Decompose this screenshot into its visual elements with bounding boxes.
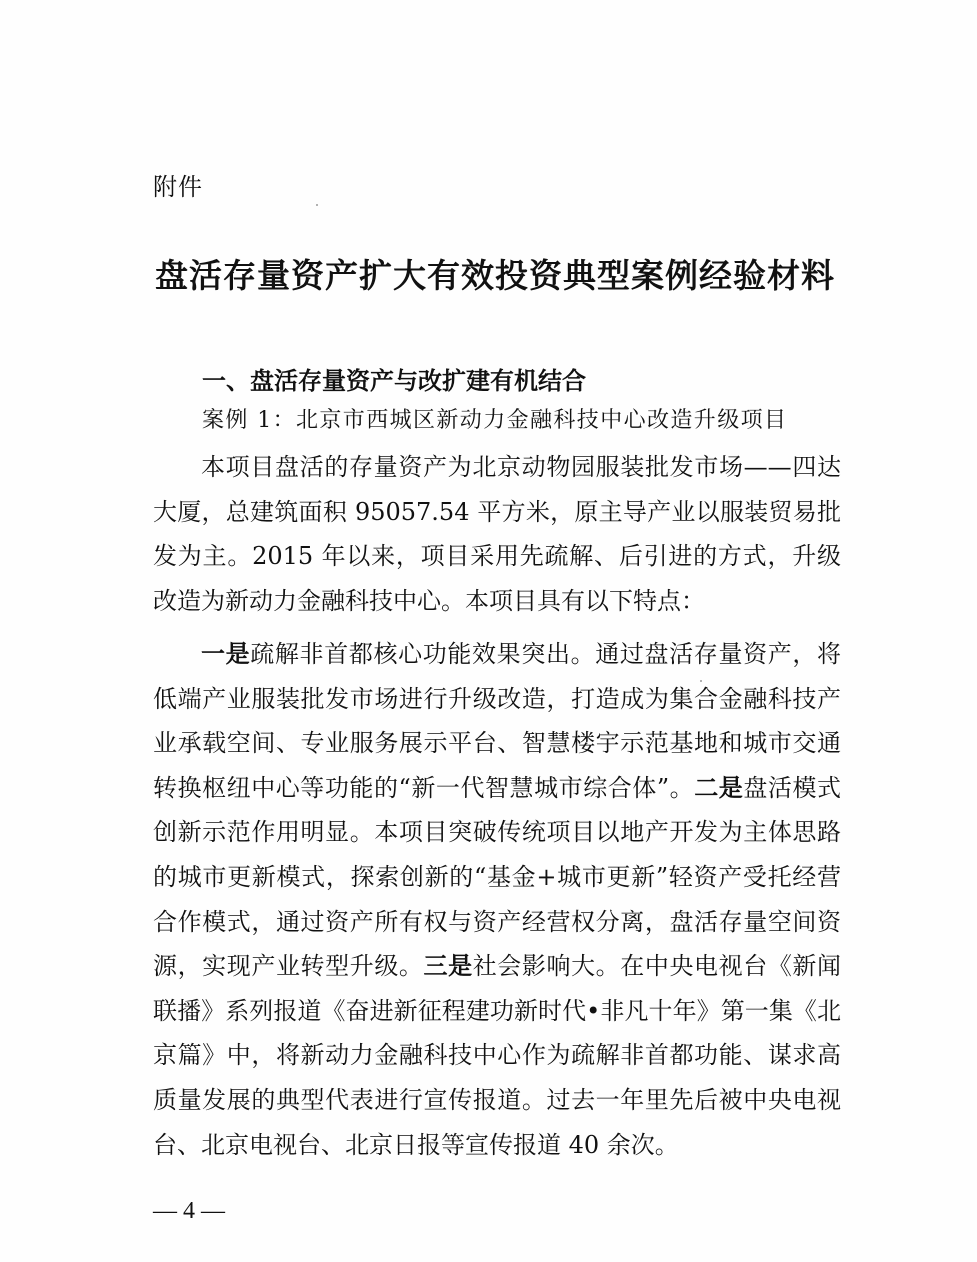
scan-speck: [700, 680, 702, 682]
feature-lead-3: 三是: [423, 952, 473, 981]
paragraph-intro: 本项目盘活的存量资产为北京动物园服装批发市场——四达大厦，总建筑面积 95057.54 平方米，原主导产业以服装贸易批发为主。2015 年以来，项目采用先疏解、后引进的方式，升级改造为新动力金融科技中心。本项目具有以下特点：: [153, 453, 841, 615]
feature-lead-2: 二是: [694, 773, 744, 802]
feature-text-3: 社会影响大。在中央电视台《新闻联播》系列报道《奋进新征程建功新时代•非凡十年》第一集《北京篇》中，将新动力金融科技中心作为疏解非首都功能、谋求高质量发展的典型代表进行宣传报道。过去一年里先后被中央电视台、北京电视台、北京日报等宣传报道 40 余次。: [153, 952, 842, 1159]
paragraph-features: [153, 632, 841, 1167]
section-heading: 一、盘活存量资产与改扩建有机结合: [202, 367, 586, 395]
case-title: 案例 1：北京市西城区新动力金融科技中心改造升级项目: [202, 408, 788, 433]
document-title: 盘活存量资产扩大有效投资典型案例经验材料: [155, 256, 835, 295]
feature-text-1: 疏解非首都核心功能效果突出。通过盘活存量资产，将低端产业服装批发市场进行升级改造，打造成为集合金融科技产业承载空间、专业服务展示平台、智慧楼宇示范基地和城市交通转换枢纽中心等功能的“新一代智慧城市综合体”。: [153, 640, 841, 802]
page-number: — 4 —: [153, 1198, 225, 1224]
feature-lead-1: 一是: [201, 640, 251, 668]
feature-text-2: 盘活模式创新示范作用明显。本项目突破传统项目以地产开发为主体思路的城市更新模式，探索创新的“基金+城市更新”轻资产受托经营合作模式，通过资产所有权与资产经营权分离，盘活存量空间资源，实现产业转型升级。: [153, 773, 841, 981]
scan-speck: [316, 204, 318, 206]
attachment-label: 附件: [153, 173, 203, 201]
